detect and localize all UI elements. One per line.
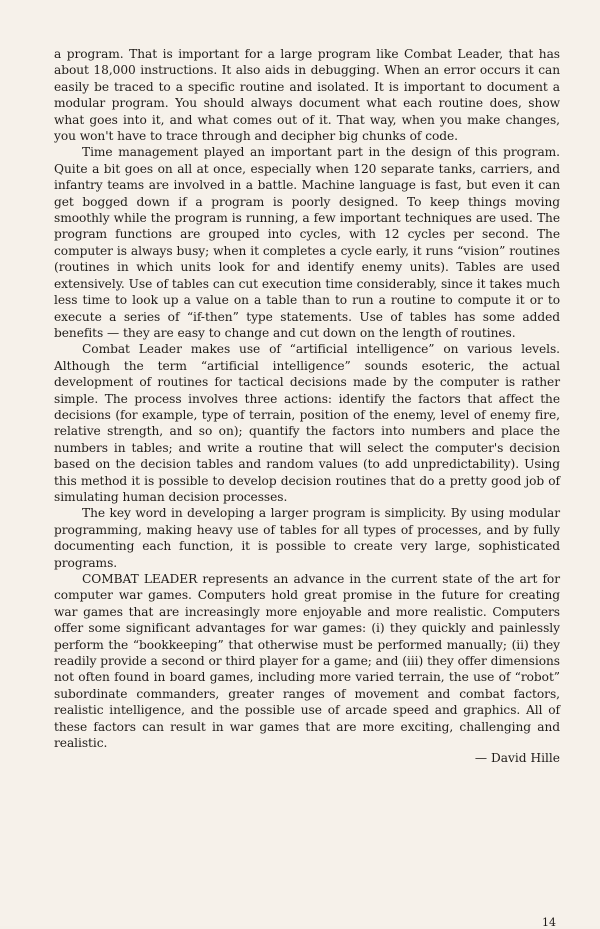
paragraph-continuation: a program. That is important for a large program like Combat Leader, that has about 18,000 instructions. It also aids in debugging. When an error occurs it can easily be traced to a specific routine and isolated. It is important to document a modular program. You should always document what each routine does, show what goes into it, and what comes out of it. That way, when you make changes, you won't have to trace through and decipher big chunks of code. [54, 47, 560, 144]
paragraph-simplicity: The key word in developing a larger program is simplicity. By using modular programming, making heavy use of tables for all types of processes, and by fully documenting each function, it is possible to create very large, sophisticated programs. [54, 506, 560, 570]
author-signature: — David Hille [474, 751, 560, 765]
page-number: 14 [542, 916, 556, 929]
body-text [54, 46, 560, 751]
paragraph-artificial-intelligence: Combat Leader makes use of “artificial intelligence” on various levels. Although the term “artificial intelligence” sounds esoteric, the actual development of routines for tactical decisions made by the computer is rather simple. The process involves three actions: identify the factors that affect the decisions (for example, type of terrain, position of the enemy, level of enemy fire, relative strength, and so on); quantify the factors into numbers and place the numbers in tables; and write a routine that will select the computer's decision based on the decision tables and random values (to add unpredictability). Using this method it is possible to develop decision routines that do a pretty good job of simulating human decision processes. [54, 342, 560, 504]
paragraph-conclusion: COMBAT LEADER represents an advance in the current state of the art for computer war games. Computers hold great promise in the future for creating war games that are increasingly more enjoyable and more realistic. Computers offer some significant advantages for war games: (i) they quickly and painlessly perform the “bookkeeping” that otherwise must be performed manually; (ii) they readily provide a second or third player for a game; and (iii) they offer dimensions not often found in board games, including more varied terrain, the use of “robot” subordinate commanders, greater ranges of movement and combat factors, realistic intelligence, and the possible use of arcade speed and graphics. All of these factors can result in war games that are more exciting, challenging and realistic. [54, 572, 560, 751]
paragraph-time-management: Time management played an important part in the design of this program. Quite a bit goes on all at once, especially when 120 separate tanks, carriers, and infantry teams are involved in a battle. Machine language is fast, but even it can get bogged down if a program is poorly designed. To keep things moving smoothly while the program is running, a few important techniques are used. The program functions are grouped into cycles, with 12 cycles per second. The computer is always busy; when it completes a cycle early, it runs “vision” routines (routines in which units look for and identify enemy units). Tables are used extensively. Use of tables can cut execution time considerably, since it takes much less time to look up a value on a table than to run a routine to compute it or to execute a series of “if-then” type statements. Use of tables has some added benefits — they are easy to change and cut down on the length of routines. [54, 145, 560, 340]
